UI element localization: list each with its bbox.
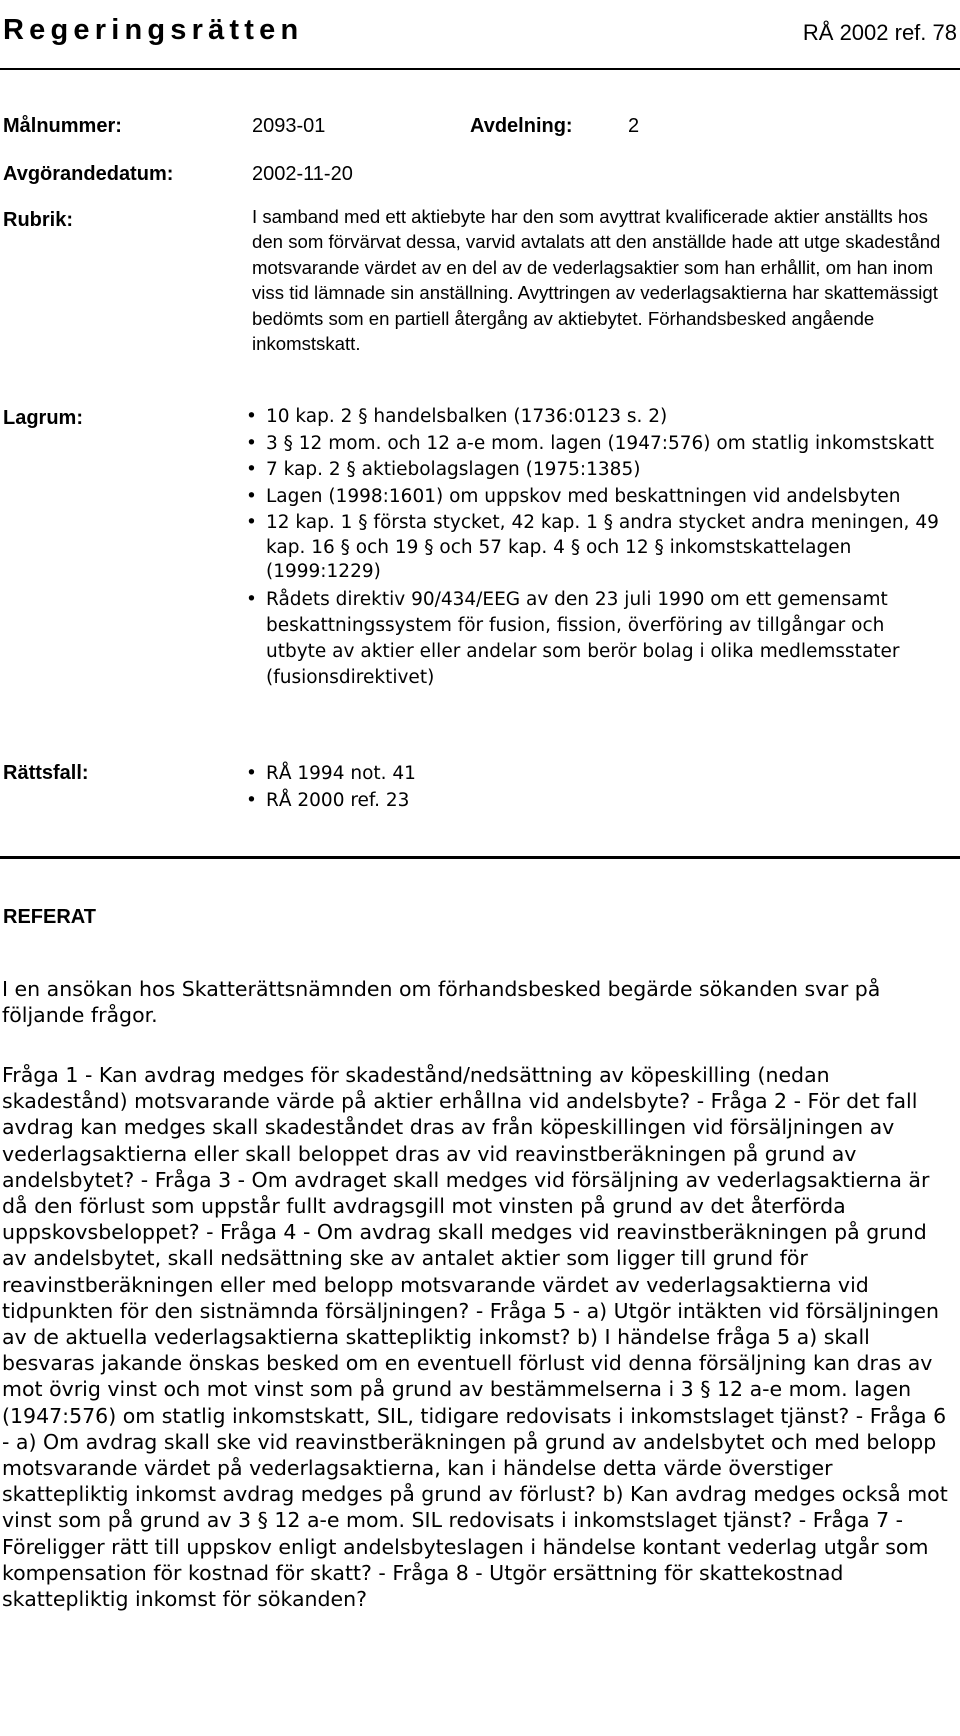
lagrum-item: • Rådets direktiv 90/434/EEG av den 23 juli 1990 om ett gemensamt beskattningssystem för fusion, fission, överföring av tillgångar och utbyte av aktier eller andelar som berör bolag i olika medlemsstater (fusionsdirektivet) [246, 587, 946, 691]
lagrum-list [246, 405, 946, 691]
avgorandedatum-label: Avgörandedatum: [3, 163, 174, 185]
header-divider [0, 68, 960, 70]
lagrum-label: Lagrum: [3, 407, 83, 429]
malnummer-label: Målnummer: [3, 115, 122, 137]
avgorandedatum-value: 2002-11-20 [252, 163, 353, 185]
lagrum-item: • 7 kap. 2 § aktiebolagslagen (1975:1385) [246, 458, 946, 483]
malnummer-value: 2093-01 [252, 115, 326, 137]
rattsfall-item: • RÅ 1994 not. 41 [246, 760, 646, 787]
avdelning-label: Avdelning: [470, 115, 573, 137]
lagrum-item: • 3 § 12 mom. och 12 a-e mom. lagen (1947:576) om statlig inkomstskatt [246, 432, 946, 457]
rattsfall-list [246, 760, 646, 814]
avdelning-value: 2 [628, 115, 640, 137]
rattsfall-item: • RÅ 2000 ref. 23 [246, 787, 646, 814]
rubrik-text: I samband med ett aktiebyte har den som avyttrat kvalificerade aktier anställts hos den som förvärvat dessa, varvid avtalats att den anställde hade att utge skadestånd motsvarande värdet av en del av de vederlagsaktier som han erhållit, om han inom viss tid lämnade sin anställning. Avyttringen av vederlagsaktierna har skattemässigt bedömts som en partiell återgång av aktiebytet. Förhandsbesked angående inkomstskatt. [252, 206, 941, 355]
court-title: Regeringsrätten [3, 14, 304, 46]
referat-paragraph: Fråga 1 - Kan avdrag medges för skadestånd/nedsättning av köpeskilling (nedan skadestånd) motsvarande värde på aktier erhållna vid andelsbyte? - Fråga 2 - För det fall avdrag kan medges skall skadeståndet dras av från köpeskillingen vid försäljningen av vederlagsaktierna eller skall beloppet dras av vid reavinstberäkningen på grund av andelsbytet? - Fråga 3 - Om avdraget skall medges vid försäljning av vederlagsaktierna är då den förlust som uppstår fullt avdragsgill mot vinsten på grund av det återförda uppskovsbeloppet? - Fråga 4 - Om avdrag skall medges vid reavinstberäkningen på grund av andelsbytet, skall nedsättning ske av antalet aktier som ligger till grund för reavinstberäkningen eller med belopp motsvarande värdet av vederlagsaktierna vid tidpunkten för den sistnämnda försäljningen? - Fråga 5 - a) Utgör intäkten vid försäljningen av de aktuella vederlagsaktierna skattepliktig inkomst? b) I händelse fråga 5 a) skall besvaras jakande önskas besked om en eventuell förlust vid denna försäljning kan dras av mot övrig vinst och mot vinst som på grund av bestämmelserna i 3 § 12 a-e mom. lagen (1947:576) om statlig inkomstskatt, SIL, tidigare redovisats i inkomstslaget tjänst? - Fråga 6 - a) Om avdrag skall ske vid reavinstberäkningen på grund av andelsbytet och med belopp motsvarande värdet på vederlagsaktierna, kan i händelse detta värde överstiger skattepliktig inkomst avdrag medges på grund av förlust? b) Kan avdrag medges också mot vinst som på grund av 3 § 12 a-e mom. SIL redovisats i inkomstslaget tjänst? - Fråga 7 - Föreligger rätt till uppskov enligt andelsbyteslagen i händelse kontant vederlag utgår som kompensation för kostnad för skatt? - Fråga 8 - Utgör ersättning för skattekostnad skattepliktig inkomst för sökanden? [2, 1063, 948, 1612]
referat-heading: REFERAT [3, 906, 96, 928]
rubrik-label: Rubrik: [3, 209, 73, 231]
section-divider [0, 856, 960, 859]
referat-paragraph: I en ansökan hos Skatterättsnämnden om förhandsbesked begärde sökanden svar på följande frågor. [2, 977, 881, 1028]
document-header [0, 0, 960, 70]
rattsfall-label: Rättsfall: [3, 762, 89, 784]
lagrum-item: • Lagen (1998:1601) om uppskov med beskattningen vid andelsbyten [246, 485, 946, 510]
lagrum-item: • 12 kap. 1 § första stycket, 42 kap. 1 § andra stycket andra meningen, 49 kap. 16 § och 19 § och 57 kap. 4 § och 12 § inkomstskattelagen (1999:1229) [246, 511, 946, 585]
lagrum-item: • 10 kap. 2 § handelsbalken (1736:0123 s. 2) [246, 405, 946, 430]
case-reference: RÅ 2002 ref. 78 [802, 20, 957, 45]
